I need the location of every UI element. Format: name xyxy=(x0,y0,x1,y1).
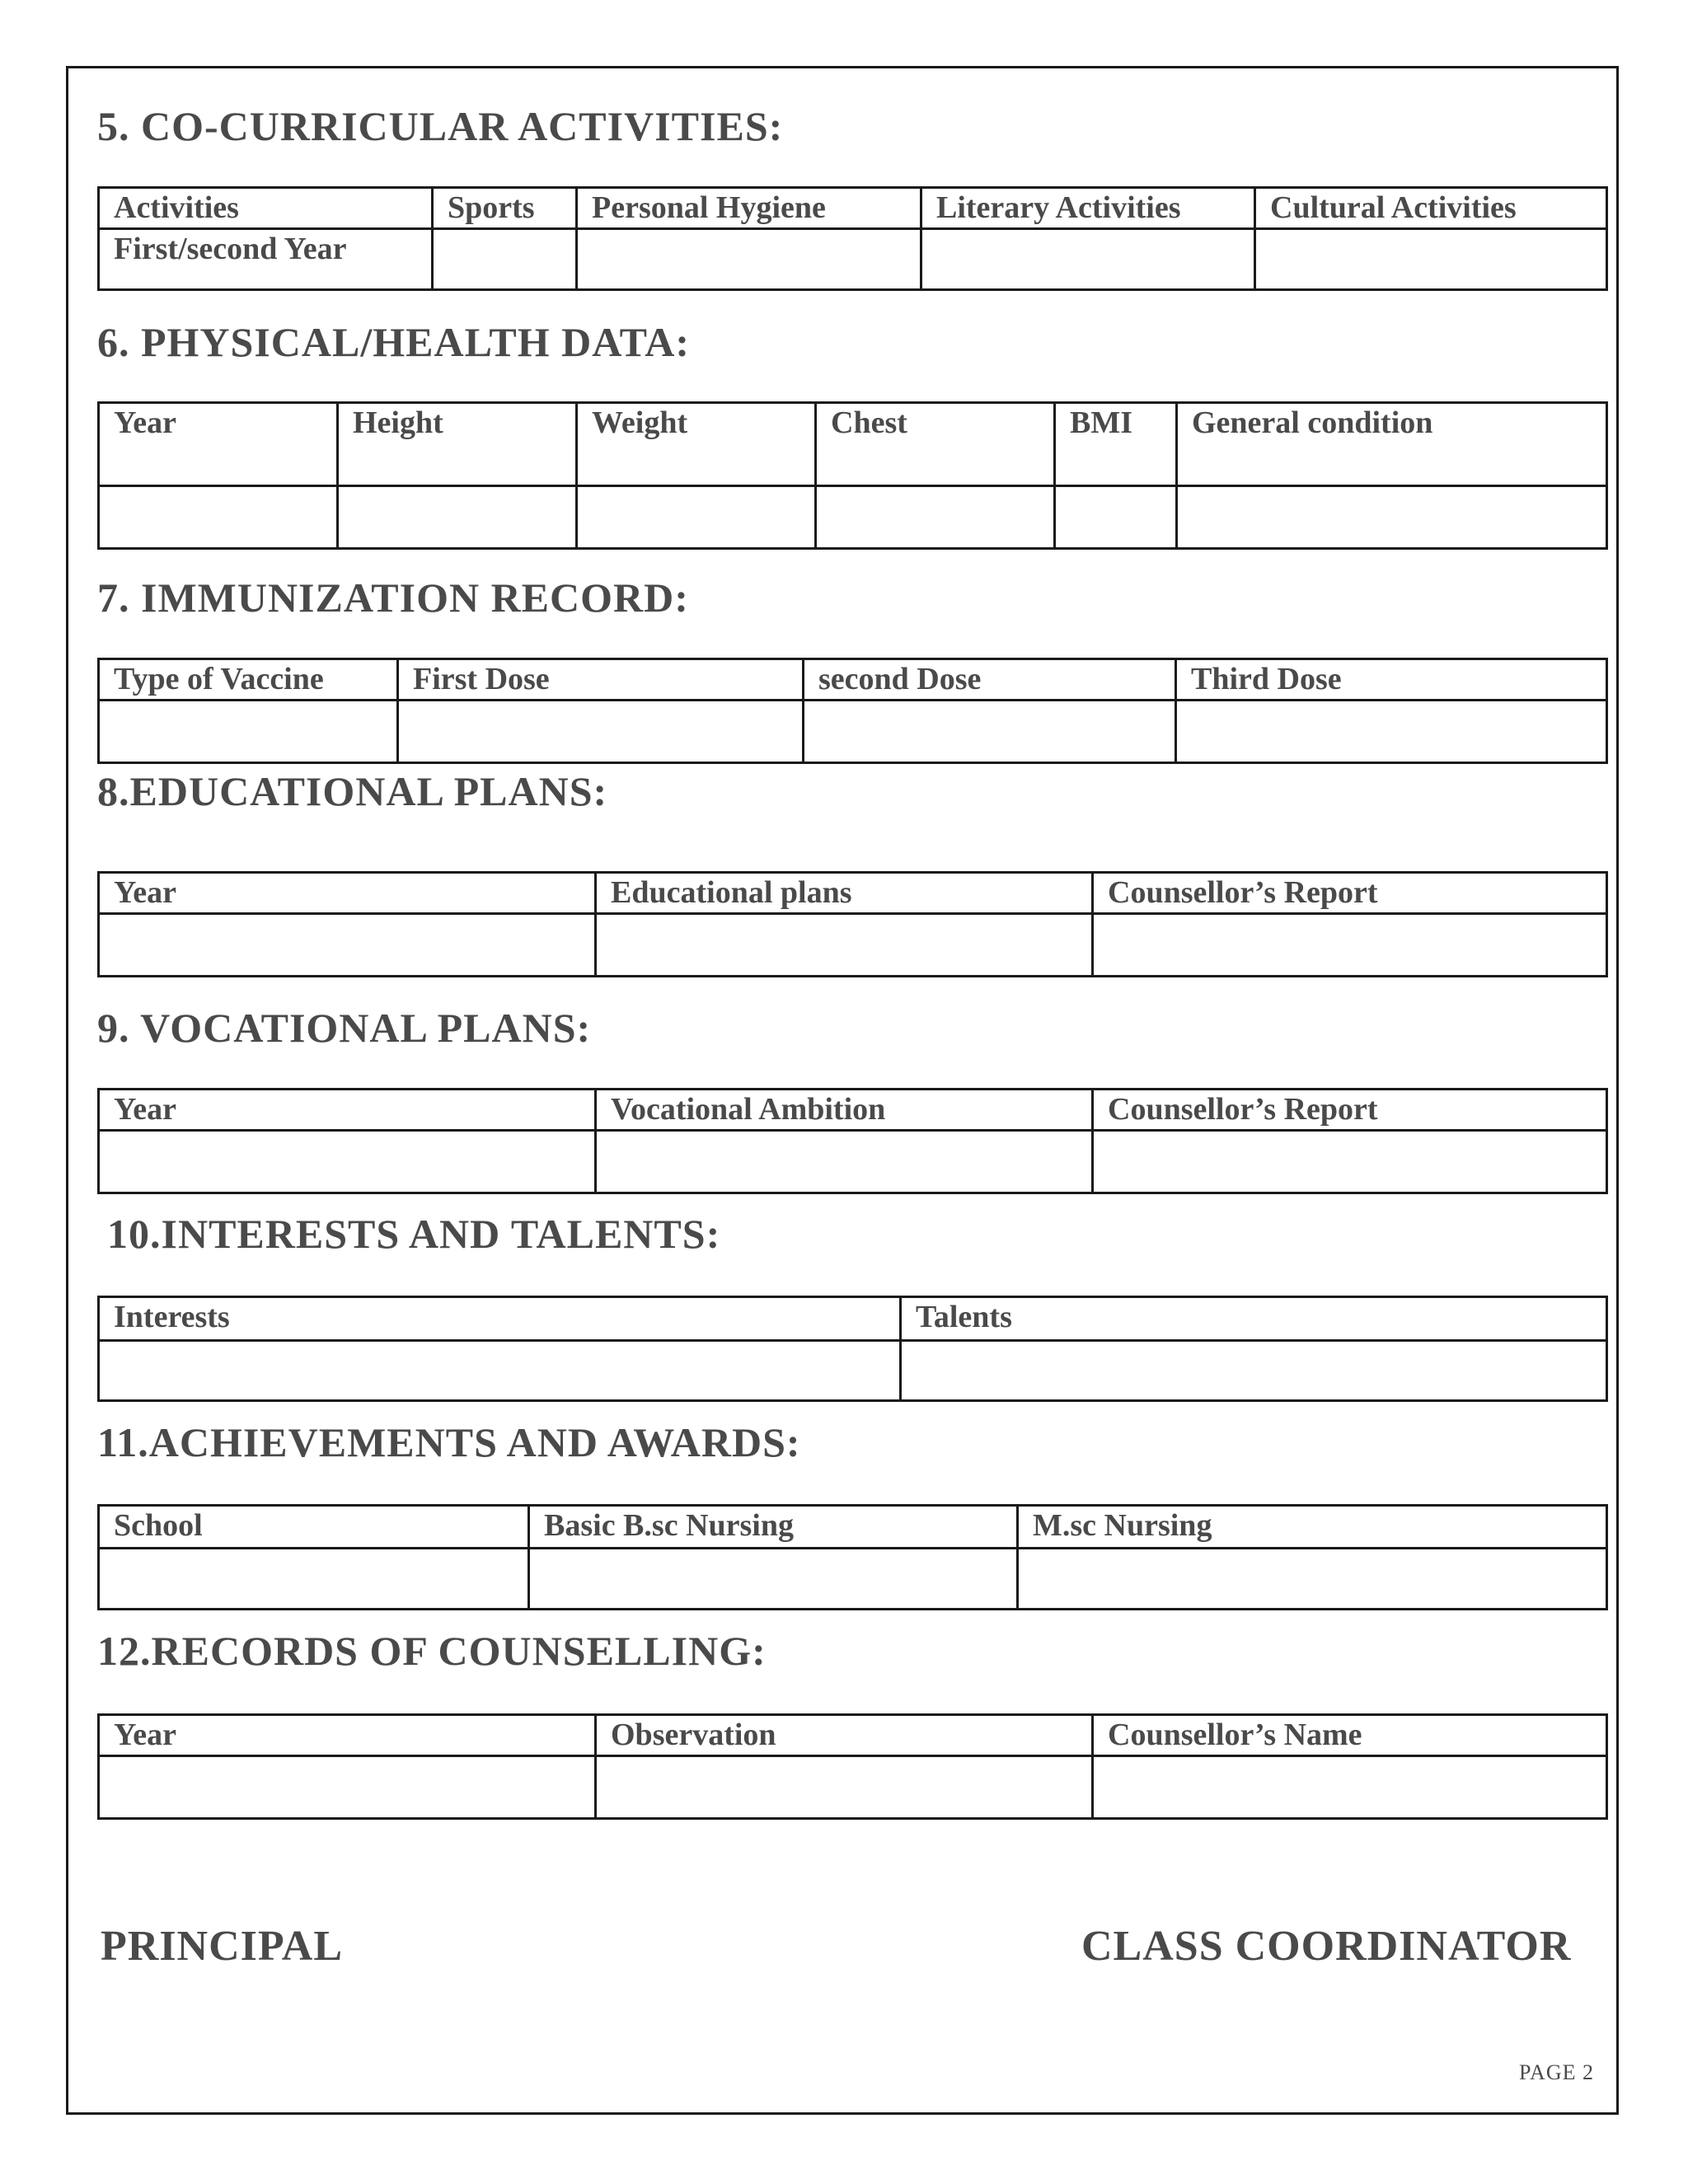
page-number: PAGE 2 xyxy=(1518,2060,1594,2084)
table-header: Talents xyxy=(901,1297,1607,1341)
table-cell[interactable] xyxy=(596,1756,1093,1819)
table-header: Counsellor’s Name xyxy=(1093,1715,1607,1756)
table-header: Interests xyxy=(99,1297,901,1341)
table-cell[interactable] xyxy=(1055,486,1177,549)
section-heading-interests-talents: 10.INTERESTS AND TALENTS: xyxy=(107,1211,721,1257)
table-cell[interactable] xyxy=(99,1549,529,1610)
table-header: First Dose xyxy=(398,659,804,701)
table-header: Basic B.sc Nursing xyxy=(529,1506,1018,1549)
table-header: Personal Hygiene xyxy=(577,188,921,229)
table-cell[interactable] xyxy=(596,1131,1093,1193)
section-heading-counselling: 12.RECORDS OF COUNSELLING: xyxy=(97,1628,767,1674)
table-header: second Dose xyxy=(804,659,1176,701)
section-heading-co-curricular: 5. CO-CURRICULAR ACTIVITIES: xyxy=(97,103,784,149)
table-cell[interactable] xyxy=(398,701,804,763)
table-cell[interactable] xyxy=(577,486,816,549)
table-header: Cultural Activities xyxy=(1255,188,1607,229)
section-heading-educational-plans: 8.EDUCATIONAL PLANS: xyxy=(97,768,608,814)
table-cell[interactable] xyxy=(99,1756,596,1819)
table-header: Year xyxy=(99,1090,596,1131)
table-header: General condition xyxy=(1177,403,1607,486)
table-header: Weight xyxy=(577,403,816,486)
table-header: BMI xyxy=(1055,403,1177,486)
table-cell[interactable] xyxy=(1093,1756,1607,1819)
table-cell[interactable] xyxy=(99,914,596,977)
table-cell[interactable] xyxy=(1255,229,1607,290)
vocational-plans-table xyxy=(97,1088,1608,1194)
table-cell[interactable] xyxy=(99,486,338,549)
physical-health-table xyxy=(97,401,1608,550)
table-header: M.sc Nursing xyxy=(1018,1506,1607,1549)
table-header: School xyxy=(99,1506,529,1549)
immunization-table xyxy=(97,658,1608,764)
table-cell[interactable] xyxy=(1177,486,1607,549)
counselling-table xyxy=(97,1713,1608,1820)
table-header: Counsellor’s Report xyxy=(1093,1090,1607,1131)
table-header: Activities xyxy=(99,188,433,229)
table-cell[interactable] xyxy=(816,486,1055,549)
table-cell[interactable] xyxy=(99,1341,901,1401)
table-header: Year xyxy=(99,873,596,914)
table-header: Year xyxy=(99,1715,596,1756)
table-cell[interactable] xyxy=(577,229,921,290)
table-header: Chest xyxy=(816,403,1055,486)
class-coordinator-signature-label: CLASS COORDINATOR xyxy=(1081,1923,1572,1970)
table-cell[interactable] xyxy=(99,701,398,763)
table-cell[interactable] xyxy=(1018,1549,1607,1610)
section-heading-achievements: 11.ACHIEVEMENTS AND AWARDS: xyxy=(97,1419,801,1465)
co-curricular-table xyxy=(97,186,1608,291)
table-cell[interactable] xyxy=(804,701,1176,763)
section-heading-immunization: 7. IMMUNIZATION RECORD: xyxy=(97,574,689,621)
table-cell[interactable] xyxy=(433,229,577,290)
table-header: Observation xyxy=(596,1715,1093,1756)
educational-plans-table xyxy=(97,871,1608,977)
table-header: Year xyxy=(99,403,338,486)
interests-talents-table xyxy=(97,1296,1608,1402)
table-header: Height xyxy=(338,403,577,486)
table-cell[interactable] xyxy=(338,486,577,549)
table-cell[interactable] xyxy=(1176,701,1607,763)
achievements-table xyxy=(97,1504,1608,1610)
section-heading-physical-health: 6. PHYSICAL/HEALTH DATA: xyxy=(97,319,691,365)
table-header: Type of Vaccine xyxy=(99,659,398,701)
table-cell[interactable] xyxy=(529,1549,1018,1610)
table-cell[interactable] xyxy=(1093,1131,1607,1193)
table-header: Vocational Ambition xyxy=(596,1090,1093,1131)
table-header: Sports xyxy=(433,188,577,229)
row-label: First/second Year xyxy=(99,229,433,290)
principal-signature-label: PRINCIPAL xyxy=(101,1923,344,1970)
table-cell[interactable] xyxy=(901,1341,1607,1401)
table-cell[interactable] xyxy=(99,1131,596,1193)
table-cell[interactable] xyxy=(1093,914,1607,977)
table-header: Counsellor’s Report xyxy=(1093,873,1607,914)
section-heading-vocational-plans: 9. VOCATIONAL PLANS: xyxy=(97,1005,592,1051)
table-cell[interactable] xyxy=(921,229,1255,290)
table-header: Educational plans xyxy=(596,873,1093,914)
table-cell[interactable] xyxy=(596,914,1093,977)
table-header: Third Dose xyxy=(1176,659,1607,701)
table-header: Literary Activities xyxy=(921,188,1255,229)
